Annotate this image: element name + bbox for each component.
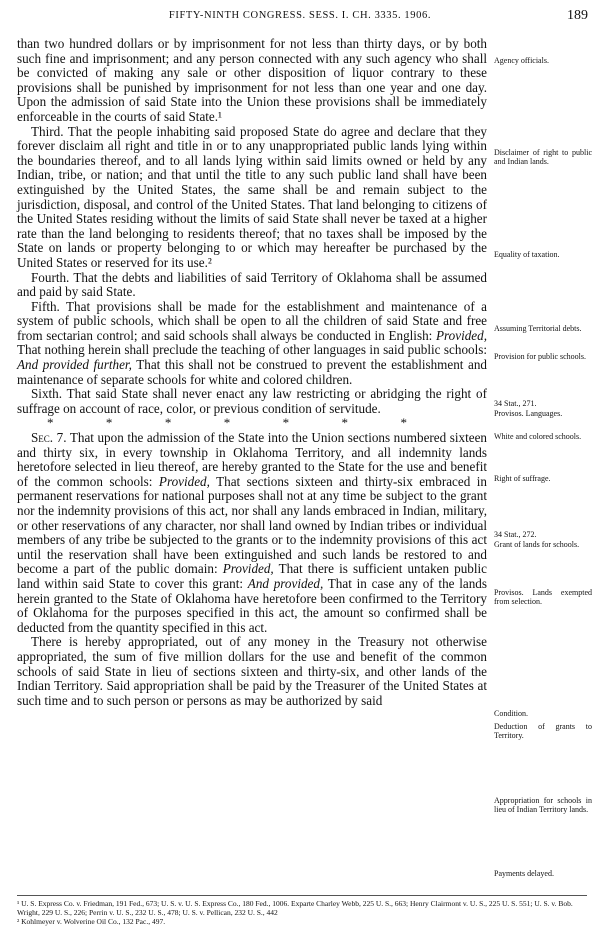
footnote-2: ² Kohlmeyer v. Wolverine Oil Co., 132 Pac., 497. bbox=[17, 917, 166, 926]
paragraph-fourth: Fourth. That the debts and liabilities of said Territory of Oklahoma shall be assumed and paid by said State. bbox=[17, 269, 487, 300]
star: * bbox=[341, 415, 349, 431]
paragraph-third: Third. That the people inhabiting said proposed State do agree and declare that they forever disclaim all right and title in or to any unappropriated public lands lying within the boundaries thereof, and to all lands lying within said limits owned or held by any Indian, tribe, or nation; and that until the title to any such public land shall have been extinguished by the United States, the same shall be and remain subject to the jurisdiction, disposal, and control of the United States. That land belonging to citizens of the United States residing without the limits of said State shall never be taxed at a higher rate than the land belonging to residents thereof; that no taxes shall be imposed by the State on lands or property belonging to or which may hereafter be purchased by the United States or reserved for its use.² bbox=[17, 123, 487, 270]
margin-note-public-schools: Provision for public schools. bbox=[494, 352, 586, 361]
proviso-italic: And provided further, bbox=[17, 357, 132, 373]
margin-note-payments-delayed: Payments delayed. bbox=[494, 869, 554, 878]
omission-stars bbox=[47, 416, 407, 431]
fifth-text-a: Fifth. That provisions shall be made for the establishment and maintenance of a system of public schools, which shall be open to all the children of said State and free from sectarian control; and said schools shall always be conducted in English: bbox=[17, 298, 487, 343]
proviso-italic: Provided, bbox=[222, 561, 274, 577]
star: * bbox=[223, 415, 231, 431]
paragraph-sec-7 bbox=[17, 431, 487, 635]
main-text bbox=[17, 37, 487, 708]
sec7-text-a: That upon the admission of the State into the Union sections numbered sixteen and thirty six, in every township in Oklahoma Territory, and all indemnity lands heretofore selected in lieu thereof, are hereby granted to the State for the use and benefit of the common schools: bbox=[17, 430, 487, 489]
margin-note-right-suffrage: Right of suffrage. bbox=[494, 474, 551, 483]
margin-note-assuming-debts: Assuming Territorial debts. bbox=[494, 324, 582, 333]
footnote-1: ¹ U. S. Express Co. v. Friedman, 191 Fed., 673; U. S. v. U. S. Express Co., 180 Fed., 1006. Exparte Charley Webb, 225 U. S., 663; Henry Clairmont v. U. S., 225 U. S. 551; U. S. v. Bob. Wright, 229 U. S., 226; Perrin v. U. S., 232 U. S., 478; U. S. v. Pellican, 232 U. S., 442 bbox=[17, 899, 573, 917]
sec7-text-d: That in case any of the lands herein granted to the State of Oklahoma have heretofore been confirmed to the Territory of Oklahoma for the purposes specified in this act, the amount so confirmed shall be deducted from the quantity specified in this act. bbox=[17, 575, 487, 635]
fifth-text-c: That this shall not be construed to prevent the establishment and maintenance of separate schools for white and colored children. bbox=[17, 357, 487, 387]
fifth-text-b: That nothing herein shall preclude the teaching of other languages in said public schools: bbox=[17, 342, 487, 358]
star: * bbox=[164, 415, 172, 431]
star: * bbox=[105, 415, 113, 431]
paragraph-liquor-provisions: than two hundred dollars or by imprisonment for not less than thirty days, or by both such fine and imprisonment; and any person connected with any such agency who shall be convicted of making any sale or other disposition of liquor contrary to these provisions shall be punished by imprisonment for not less than one year and one day. Upon the admission of said State into the Union these provisions shall be immediately enforceable in the courts of said State.¹ bbox=[17, 36, 487, 124]
sec7-text-c: That there is sufficient untaken public land within said State to cover this grant: bbox=[17, 561, 487, 591]
margin-note-appropriation: Appropriation for schools in lieu of Indian Territory lands. bbox=[494, 796, 592, 814]
proviso-italic: Provided, bbox=[436, 327, 487, 343]
margin-note-deduction-grants: Deduction of grants to Territory. bbox=[494, 722, 592, 740]
margin-note-white-colored: White and colored schools. bbox=[494, 432, 582, 441]
running-head: FIFTY-NINTH CONGRESS. SESS. I. CH. 3335. 1906. bbox=[168, 10, 432, 21]
margin-note-disclaimer: Disclaimer of right to public and Indian lands. bbox=[494, 148, 592, 166]
paragraph-fifth bbox=[17, 300, 487, 388]
margin-note-grant-lands: Grant of lands for schools. bbox=[494, 540, 580, 549]
star: * bbox=[282, 415, 290, 431]
star: * bbox=[400, 415, 407, 431]
footnote-divider bbox=[17, 895, 587, 896]
margin-note-equality-taxation: Equality of taxation. bbox=[494, 250, 560, 259]
page-header bbox=[0, 8, 600, 28]
footnotes bbox=[17, 899, 587, 926]
proviso-italic: Provided, bbox=[158, 473, 210, 489]
margin-note-condition: Condition. bbox=[494, 709, 529, 718]
margin-note-provisos-exempted: Provisos. Lands exempted from selection. bbox=[494, 588, 592, 606]
star: * bbox=[47, 415, 54, 431]
sec7-text-b: That sections sixteen and thirty-six embraced in permanent reservations for national purposes shall not at any time be subject to the grant nor the indemnity provisions of this act, nor shall any lands embraced in Indian, military, or other reservations of any character, nor shall land owned by Indian tribes or individual members of any tribe be subjected to the grants or to the indemnity provisions of this act until the reservation shall have been extinguished and such lands be restored to and become a part of the public domain: bbox=[17, 473, 487, 577]
margin-note-agency-officials: Agency officials. bbox=[494, 56, 549, 65]
paragraph-appropriation: There is hereby appropriated, out of any money in the Treasury not otherwise appropriated, the sum of five million dollars for the use and benefit of the common schools of said State in lieu of sections sixteen and thirty-six, and other lands of the Indian Territory. Said appropriation shall be paid by the Treasurer of the United States at such time and to such person or persons as may be authorized by said bbox=[17, 634, 487, 708]
page-number: 189 bbox=[567, 8, 588, 23]
section-label: Sec. 7. bbox=[31, 430, 67, 446]
margin-note-stat-272: 34 Stat., 272. bbox=[494, 530, 537, 539]
margin-note-provisos-languages: Provisos. Languages. bbox=[494, 409, 563, 418]
proviso-italic: And provided, bbox=[247, 575, 324, 591]
margin-note-stat-271: 34 Stat., 271. bbox=[494, 399, 537, 408]
paragraph-sixth: Sixth. That said State shall never enact any law restricting or abridging the right of suffrage on account of race, color, or previous condition of servitude. bbox=[17, 386, 487, 416]
